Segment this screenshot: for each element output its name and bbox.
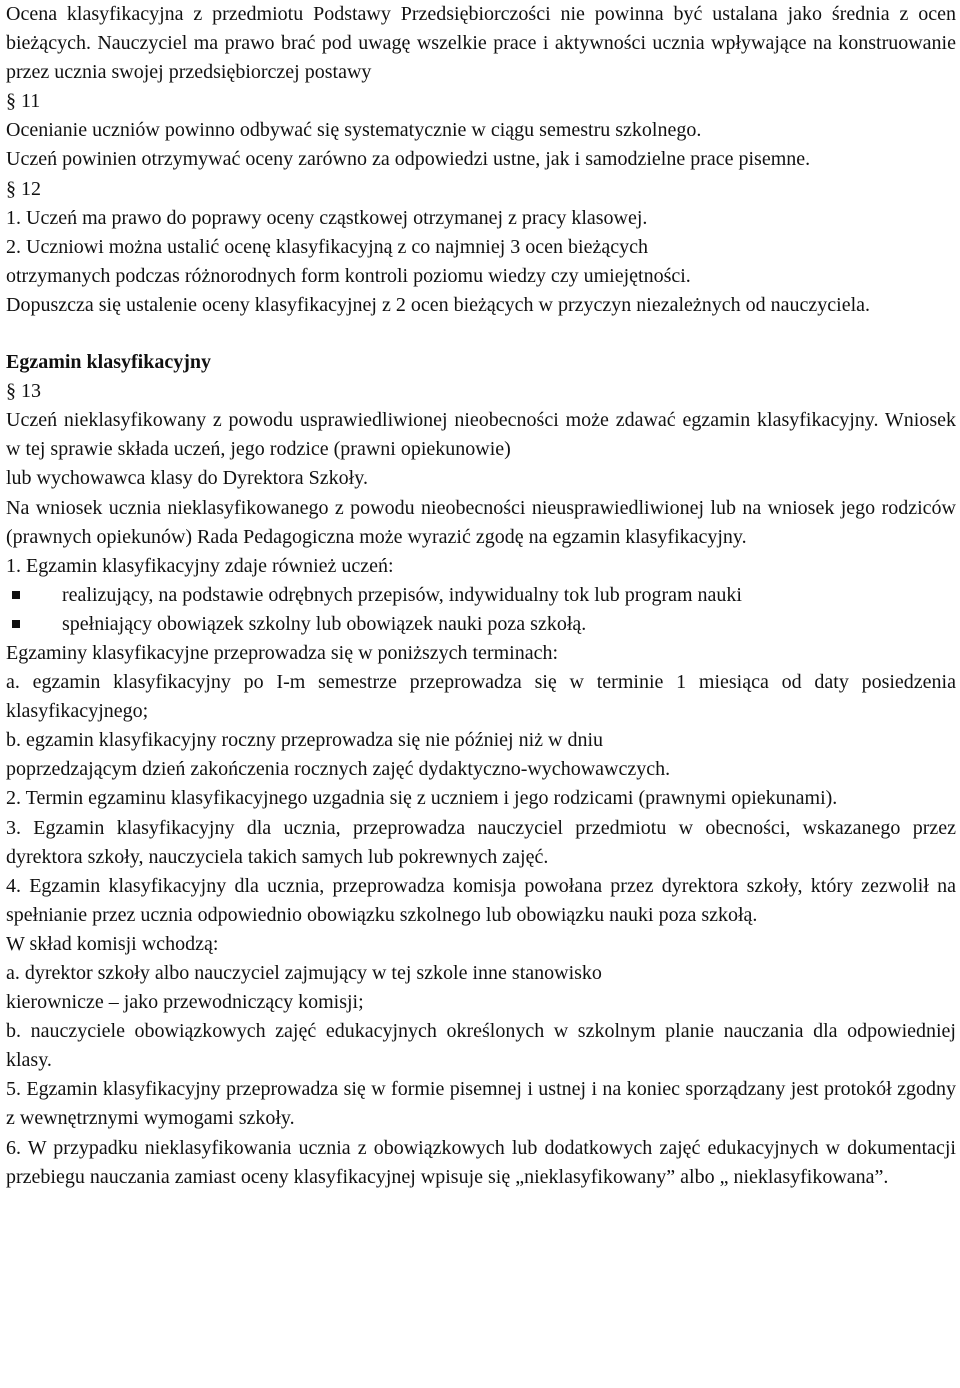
paragraph-exam-dates: Egzaminy klasyfikacyjne przeprowadza się w poniższych terminach: xyxy=(6,641,559,664)
paragraph-assessment-rule: Ocena klasyfikacyjna z przedmiotu Podstawy Przedsiębiorczości nie powinna być ustalana jako średnia z ocen bieżących. Nauczyciel ma prawo brać pod uwagę wszelkie prace i aktywności ucznia wpływające na konstruowanie przez ucznia swojej przedsiębiorczej postawy xyxy=(6,3,956,84)
paragraph-commission-teachers: b. nauczyciele obowiązkowych zajęć edukacyjnych określonych w szkolnym planie nauczania dla odpowiedniej klasy. xyxy=(6,1020,956,1072)
paragraph-grade-correction: 1. Uczeń ma prawo do poprawy oceny cząstkowej otrzymanej z pracy klasowej. xyxy=(6,206,648,229)
section-11-heading: § 11 xyxy=(6,90,41,113)
section-13-heading: § 13 xyxy=(6,380,41,403)
paragraph-unexcused-absence: Na wniosek ucznia nieklasyfikowanego z powodu nieobecności nieusprawiedliwionej lub na wniosek jego rodziców (prawnych opiekunów) Rada Pedagogiczna może wyrazić zgodę na egzamin klasyfikacyjny. xyxy=(6,496,956,548)
paragraph-exam-form: 5. Egzamin klasyfikacyjny przeprowadza się w formie pisemnej i ustnej i na koniec sporządzany jest protokół zgodny z wewnętrznymi wymogami szkoły. xyxy=(6,1078,956,1130)
list-item xyxy=(6,610,956,639)
list-item xyxy=(6,581,956,610)
paragraph-commission-chair-line2: kierownicze – jako przewodniczący komisji; xyxy=(6,991,364,1014)
section-12-heading: § 12 xyxy=(6,177,41,200)
bullet-outside-school: spełniający obowiązek szkolny lub obowiązek nauki poza szkołą. xyxy=(62,612,587,635)
square-bullet-icon xyxy=(12,591,20,599)
paragraph-exam-teacher: 3. Egzamin klasyfikacyjny dla ucznia, przeprowadza nauczyciel przedmiotu w obecności, wskazanego przez dyrektora szkoły, nauczyciela takich samych lub pokrewnych zajęć. xyxy=(6,816,956,868)
square-bullet-icon xyxy=(12,620,20,628)
exam-section-heading: Egzamin klasyfikacyjny xyxy=(6,351,212,374)
paragraph-minimum-grades-line1: 2. Uczniowi można ustalić ocenę klasyfikacyjną z co najmniej 3 ocen bieżących xyxy=(6,235,648,258)
paragraph-annual-exam-line2: poprzedzającym dzień zakończenia rocznych zajęć dydaktyczno-wychowawczych. xyxy=(6,758,671,781)
paragraph-oral-written-grades: Uczeń powinien otrzymywać oceny zarówno za odpowiedzi ustne, jak i samodzielne prace pisemne. xyxy=(6,148,811,171)
paragraph-unclassified-record: 6. W przypadku nieklasyfikowania ucznia z obowiązkowych lub dodatkowych zajęć edukacyjnych w dokumentacji przebiegu nauczania zamiast oceny klasyfikacyjnej wpisuje się „nieklasyfikowany” albo „ nieklasyfikowana”. xyxy=(6,1136,956,1188)
bullet-individual-program: realizujący, na podstawie odrębnych przepisów, indywidualny tok lub program nauki xyxy=(62,583,742,606)
paragraph-annual-exam-line1: b. egzamin klasyfikacyjny roczny przeprowadza się nie później niż w dniu xyxy=(6,729,604,752)
paragraph-request-to-director: lub wychowawca klasy do Dyrektora Szkoły. xyxy=(6,467,368,490)
paragraph-exam-also-taken-by: 1. Egzamin klasyfikacyjny zdaje również uczeń: xyxy=(6,554,394,577)
paragraph-minimum-grades-line2: otrzymanych podczas różnorodnych form kontroli poziomu wiedzy czy umiejętności. xyxy=(6,264,691,287)
paragraph-two-grades-exception: Dopuszcza się ustalenie oceny klasyfikacyjnej z 2 ocen bieżących w przyczyn niezależnych od nauczyciela. xyxy=(6,293,871,316)
paragraph-commission-members: W skład komisji wchodzą: xyxy=(6,932,219,955)
paragraph-unclassified-exam: Uczeń nieklasyfikowany z powodu usprawiedliwionej nieobecności może zdawać egzamin klasyfikacyjny. Wniosek w tej sprawie składa uczeń, jego rodzice (prawni opiekunowie) xyxy=(6,409,956,461)
paragraph-commission-chair-line1: a. dyrektor szkoły albo nauczyciel zajmujący w tej szkole inne stanowisko xyxy=(6,962,602,984)
paragraph-systematic-assessment: Ocenianie uczniów powinno odbywać się systematycznie w ciągu semestru szkolnego. xyxy=(6,119,702,142)
paragraph-exam-commission: 4. Egzamin klasyfikacyjny dla ucznia, przeprowadza komisja powołana przez dyrektora szkoły, który zezwolił na spełnianie przez ucznia odpowiednio obowiązku szkolnego lub obowiązku nauki poza szkołą. xyxy=(6,874,956,926)
paragraph-semester-exam: a. egzamin klasyfikacyjny po I-m semestrze przeprowadza się w terminie 1 miesiąca od daty posiedzenia klasyfikacyjnego; xyxy=(6,671,956,723)
paragraph-exam-date-agreement: 2. Termin egzaminu klasyfikacyjnego uzgadnia się z uczniem i jego rodzicami (prawnymi opiekunami). xyxy=(6,787,838,810)
